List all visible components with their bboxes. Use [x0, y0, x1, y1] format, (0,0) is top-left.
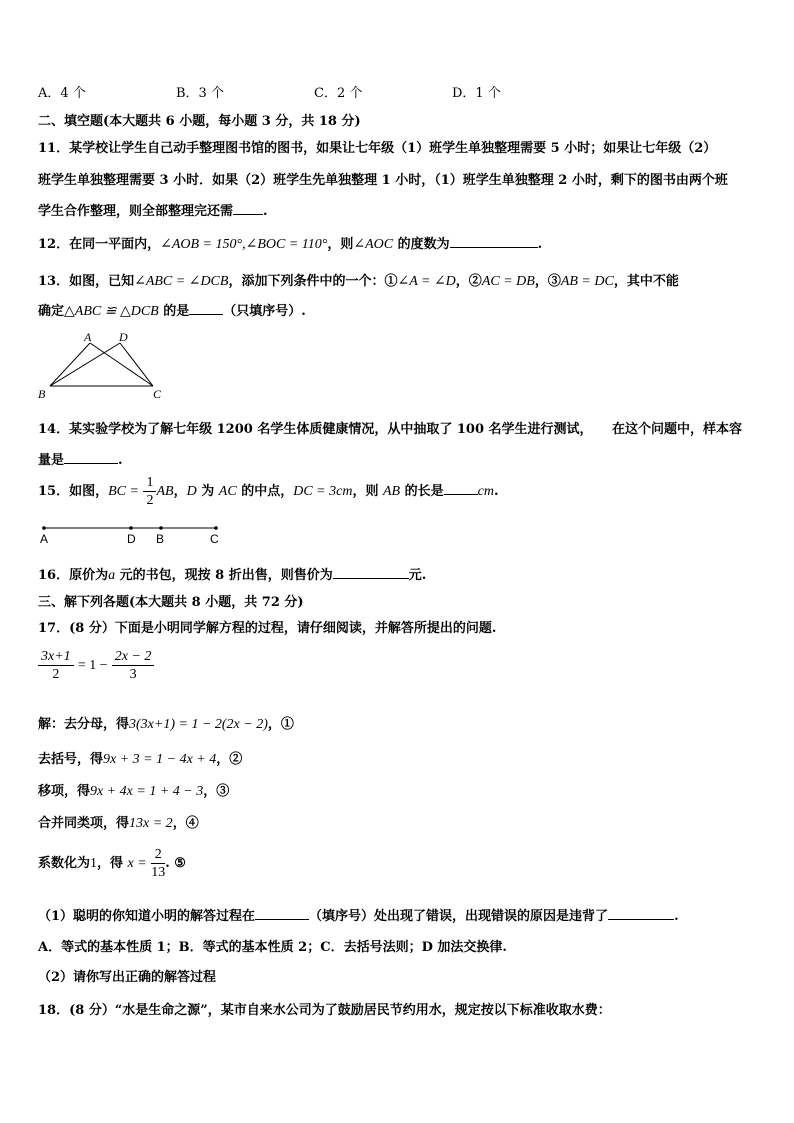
q13-fig-label-a: A [84, 330, 92, 344]
q10-option-d: D．1 个 [452, 86, 501, 101]
q10-option-c: C．2 个 [314, 86, 363, 101]
q12-answer-blank[interactable] [450, 234, 538, 248]
q11-line-1: 11．某学校让学生自己动手整理图书馆的图书，如果让七年级（1）班学生单独整理需要 5 小时；如果让七年级（2） [38, 141, 717, 156]
q13-line-2: 确定△ABC ≌ △DCB 的是 （只填序号）. [38, 300, 306, 320]
q17-step-2: 去括号，得9x + 3 = 1 − 4x + 4，② [38, 752, 243, 767]
q11-answer-blank[interactable] [233, 201, 263, 215]
q17-p1-blank-1[interactable] [255, 906, 309, 920]
q17-part-2: （2）请你写出正确的解答过程 [38, 970, 217, 985]
q13-triangle-figure [36, 330, 166, 400]
q14-line-2: 量是 . [38, 449, 123, 468]
q17-step-4: 合并同类项，得13x = 2，④ [38, 816, 199, 831]
q13-answer-blank[interactable] [189, 301, 223, 315]
q15-fig-label-c: C [210, 532, 219, 546]
q15-fig-label-d: D [127, 532, 136, 546]
q15-fraction: $\frac{1}{2}$ [143, 474, 156, 509]
q17-stem: 17．(8 分）下面是小明同学解方程的过程，请仔细阅读，并解答所提出的问题. [38, 621, 497, 636]
q17-step-5: 系数化为1，得 x = $\frac{2}{13}$ . ⑤ [38, 847, 186, 880]
q14-line-1: 14．某实验学校为了解七年级 1200 名学生体质健康情况，从中抽取了 100 名学生进行测试， 在这个问题中，样本容 [38, 422, 743, 437]
q17-p1-blank-2[interactable] [608, 906, 674, 920]
q17-eq-fraction-left: $\frac{3x+1}{2}$ [38, 648, 74, 683]
q11-line-3: 学生合作整理，则全部整理完还需 . [38, 200, 268, 219]
q14-answer-blank[interactable] [64, 450, 118, 464]
q17-step-5-fraction: $\frac{2}{13}$ [151, 847, 166, 880]
q16-line: 16．原价为a 元的书包，现按 8 折出售，则售价为 元. [38, 564, 426, 584]
q17-step-1: 解：去分母，得3(3x+1) = 1 − 2(2x − 2)，① [38, 717, 294, 732]
q15-fig-label-a: A [40, 532, 49, 546]
q13-line-1: 13．如图，已知∠ABC = ∠DCB，添加下列条件中的一个：①∠A = ∠D，②AC = DB，③AB = DC，其中不能 [38, 274, 679, 289]
q17-part-1: （1）聪明的你知道小明的解答过程在 （填序号）处出现了错误，出现错误的原因是违背了 . [38, 905, 679, 924]
q13-fig-label-b: B [38, 387, 46, 401]
q15-fig-label-b: B [156, 532, 165, 546]
q11-line-2: 班学生单独整理需要 3 小时．如果（2）班学生先单独整理 1 小时，（1）班学生单独整理 2 小时，剩下的图书由两个班 [38, 173, 728, 188]
q13-fig-label-d: D [119, 330, 128, 344]
q17-options: A．等式的基本性质 1；B．等式的基本性质 2；C．去括号法则；D 加法交换律. [38, 940, 507, 955]
q15-answer-blank[interactable] [444, 481, 478, 495]
q16-answer-blank[interactable] [333, 565, 409, 579]
q17-step-3: 移项，得9x + 4x = 1 + 4 − 3，③ [38, 784, 230, 799]
q18-stem: 18．(8 分）“水是生命之源”，某市自来水公司为了鼓励居民节约用水，规定按以下标准收取水费： [38, 1003, 611, 1018]
q17-eq-fraction-right: $\frac{2x - 2}{3}$ [112, 648, 155, 683]
q10-option-a: A．4 个 [38, 86, 86, 101]
section-3-title: 三、解下列各题(本大题共 8 小题，共 72 分) [38, 595, 304, 610]
q10-option-b: B．3 个 [176, 86, 224, 101]
q12-line: 12．在同一平面内，∠AOB = 150°,∠BOC = 110°，则∠AOC 的度数为 . [38, 233, 542, 253]
q17-equation: $\frac{3x+1}{2}$ = 1 − $\frac{2x - 2}{3}$ [38, 648, 154, 683]
q15-line: 15．如图，BC = $\frac{1}{2}$ AB，D 为 AC 的中点，DC = 3cm，则 AB 的长是 cm. [38, 475, 499, 508]
q13-fig-label-c: C [153, 387, 162, 401]
section-2-title: 二、填空题(本大题共 6 小题，每小题 3 分，共 18 分) [38, 114, 361, 129]
